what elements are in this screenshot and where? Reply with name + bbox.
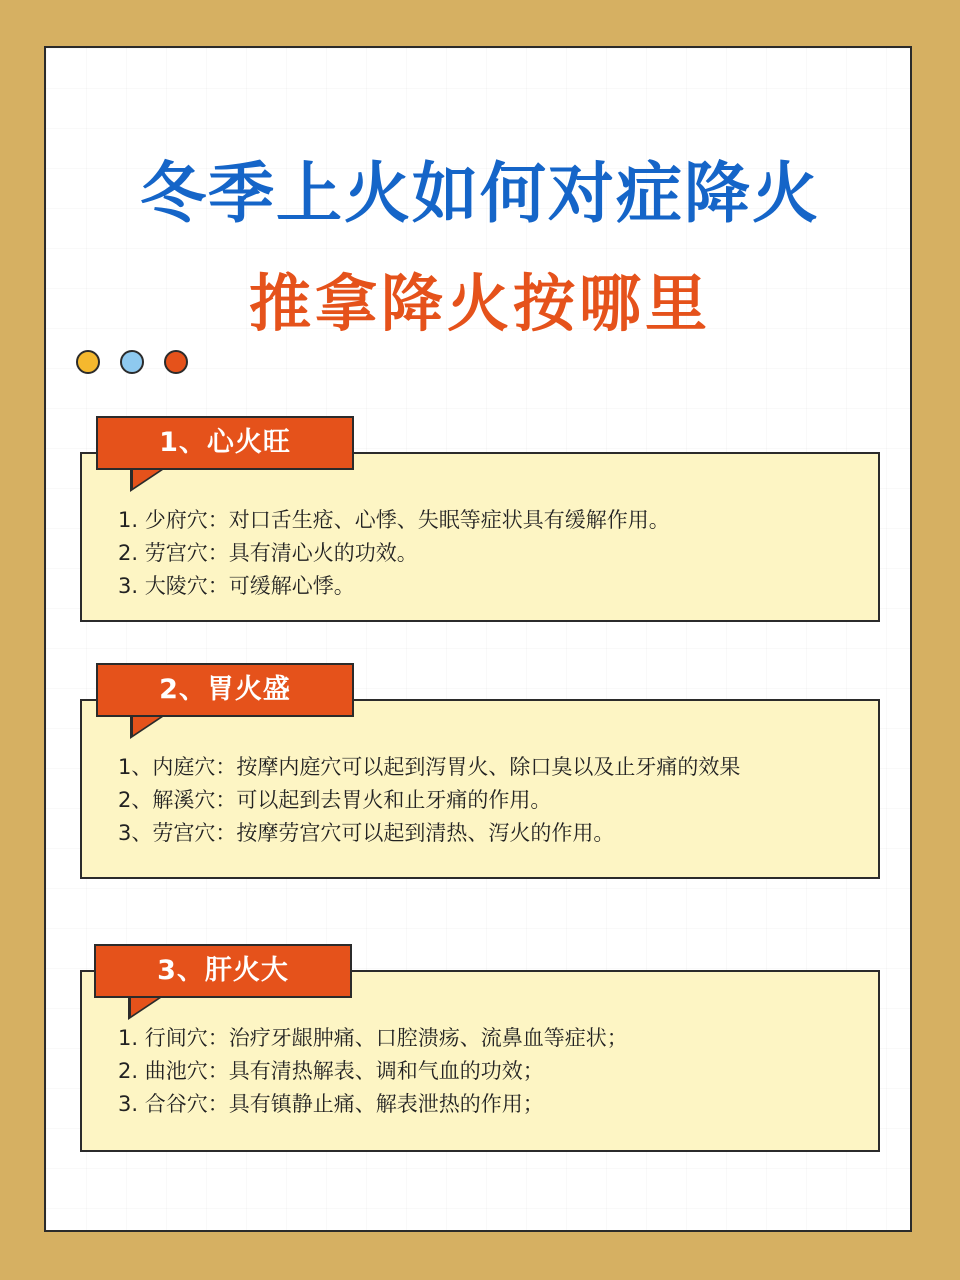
section-stomach-fire bbox=[80, 699, 880, 879]
list-item: 3. 合谷穴：具有镇静止痛、解表泄热的作用； bbox=[118, 1092, 544, 1116]
list-item: 1. 少府穴：对口舌生疮、心悸、失眠等症状具有缓解作用。 bbox=[118, 508, 670, 532]
list-item: 2. 曲池穴：具有清热解表、调和气血的功效； bbox=[118, 1059, 544, 1083]
list-item: 3. 大陵穴：可缓解心悸。 bbox=[118, 574, 355, 598]
list-item: 2. 劳宫穴：具有清心火的功效。 bbox=[118, 541, 418, 565]
page-subtitle: 推拿降火按哪里 bbox=[248, 267, 711, 340]
blue-dot-icon bbox=[120, 350, 144, 374]
section-heading: 1、心火旺 bbox=[96, 416, 354, 470]
tag-pointer-fill bbox=[131, 996, 161, 1016]
list-item: 3、劳宫穴：按摩劳宫穴可以起到清热、泻火的作用。 bbox=[118, 821, 615, 845]
section-heading: 3、肝火大 bbox=[94, 944, 352, 998]
section-list bbox=[118, 504, 670, 603]
tag-pointer-fill bbox=[133, 715, 163, 735]
section-list bbox=[118, 751, 740, 850]
list-item: 2、解溪穴：可以起到去胃火和止牙痛的作用。 bbox=[118, 788, 552, 812]
page-title: 冬季上火如何对症降火 bbox=[140, 155, 820, 232]
orange-dot-icon bbox=[164, 350, 188, 374]
list-item: 1. 行间穴：治疗牙龈肿痛、口腔溃疡、流鼻血等症状； bbox=[118, 1026, 628, 1050]
section-heart-fire bbox=[80, 452, 880, 622]
yellow-dot-icon bbox=[76, 350, 100, 374]
content-card bbox=[44, 46, 912, 1232]
tag-pointer-fill bbox=[133, 468, 163, 488]
section-list bbox=[118, 1022, 628, 1121]
section-heading: 2、胃火盛 bbox=[96, 663, 354, 717]
list-item: 1、内庭穴：按摩内庭穴可以起到泻胃火、除口臭以及止牙痛的效果 bbox=[118, 755, 741, 779]
